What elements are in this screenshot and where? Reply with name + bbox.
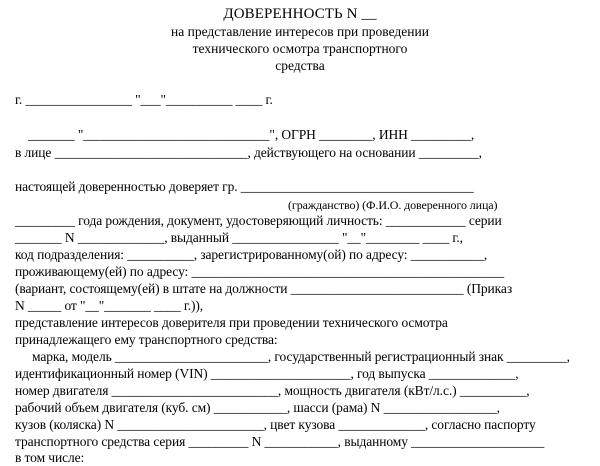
subtitle-line-3: средства	[275, 58, 325, 73]
trustee-line: настоящей доверенностью доверяет гр. ___________________________________	[15, 179, 474, 194]
engine-number-line: номер двигателя _________________________, мощность двигателя (кВт/л.с.) __________,	[15, 383, 530, 398]
engine-volume-line: рабочий объем двигателя (куб. см) ___________, шасси (рама) N _________________,	[15, 400, 500, 415]
document-title: ДОВЕРЕННОСТЬ N __	[223, 6, 377, 22]
residence-address-line: проживающему(ей) по адресу: _______________________________________________	[15, 264, 505, 279]
representation-line-1: представление интересов доверителя при проведении технического осмотра	[15, 315, 448, 330]
registration-address-line: код подразделения: __________, зарегистрированному(ой) по адресу: ___________,	[15, 247, 488, 262]
trustee-hint-line: (гражданство) (Ф.И.О. доверенного лица)	[288, 198, 498, 212]
order-line: N _____ от "__"_______ ____ г.)),	[15, 298, 204, 313]
subtitle-line-1: на представление интересов при проведении	[171, 24, 429, 39]
vin-line: идентификационный номер (VIN) _____________________, год выпуска _____________,	[15, 366, 519, 381]
birth-document-line: _________ года рождения, документ, удостоверяющий личность: ____________ серии	[15, 213, 502, 228]
passport-line: транспортного средства серия _________ N ___________, выданному ____________________	[15, 434, 545, 449]
document-number-line: _______ N _____________, выданный ________________ "__"________ ____ г.,	[15, 230, 463, 245]
representative-line: в лице _____________________________, действующего на основании _________,	[15, 145, 482, 160]
place-date-line: г. ________________ "___"__________ ____ г.	[15, 92, 273, 107]
organization-line: _______ "____________________________", ОГРН ________, ИНН _________,	[28, 127, 475, 142]
subtitle-line-2: технического осмотра транспортного	[192, 41, 408, 56]
including-line: в том числе:	[15, 450, 85, 465]
position-line: (вариант, состоящему(ей) в штате на должности __________________________ (Приказ	[15, 281, 513, 296]
representation-line-2: принадлежащего ему транспортного средства:	[15, 332, 278, 347]
body-number-line: кузов (коляска) N ______________________, цвет кузова _____________, согласно паспорту	[15, 417, 536, 432]
vehicle-make-line: марка, модель _______________________, государственный регистрационный знак _________,	[32, 349, 570, 364]
